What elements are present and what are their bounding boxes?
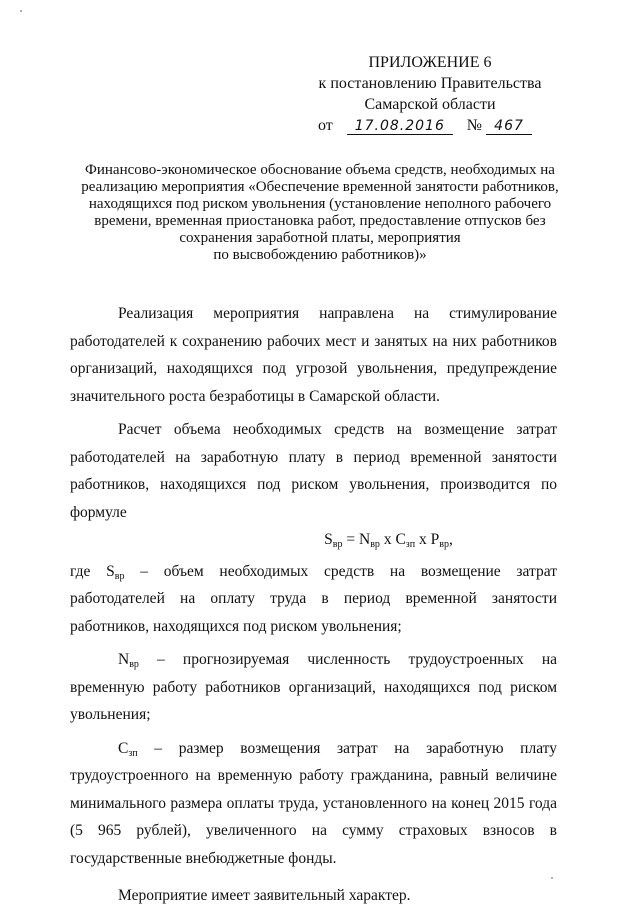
appendix-header	[300, 52, 560, 136]
date-number-line	[318, 115, 560, 136]
handwritten-number: 467	[486, 118, 532, 135]
document-title	[70, 162, 570, 264]
scan-speck	[20, 10, 22, 12]
appendix-title: ПРИЛОЖЕНИЕ 6	[368, 54, 492, 71]
paragraph-calculation: Расчет объема необходимых средств на возмещение затрат работодателей на заработную плату в период временной занятости работников, находящихся под риском увольнения, производится по формуле	[70, 421, 557, 521]
title-line: времени, временная приостановка работ, предоставление отпусков без	[94, 213, 546, 229]
number-label: №	[466, 117, 483, 134]
document-body	[70, 300, 557, 910]
definition-s: где $S_{вр}$ – объем необходимых средств на возмещение затрат работодателей на оплату труда в период временной занятости работников, находящихся под риском увольнения;	[70, 562, 557, 635]
paragraph-application: Мероприятие имеет заявительный характер.	[118, 887, 411, 904]
formula: $S_{вр} = N_{вр}$ х $С_{зп}$ х $Р_{вр}$,	[324, 531, 453, 550]
from-label: от	[318, 117, 333, 134]
title-line: Финансово-экономическое обоснование объема средств, необходимых на	[85, 162, 555, 178]
scan-speck	[551, 877, 553, 879]
definition-n: $N_{вр}$ – прогнозируемая численность трудоустроенных на временную работу работников организаций, находящихся под риском увольнения;	[70, 651, 557, 723]
title-line: реализацию мероприятия «Обеспечение временной занятости работников,	[81, 179, 559, 195]
handwritten-date: 17.08.2016	[347, 118, 453, 135]
definition-c: $С_{зп}$ – размер возмещения затрат на заработную плату трудоустроенного на временную работу гражданина, равный величине минимального размера оплаты труда, установленного на конец 2015 года (5 965 рублей), увеличенного на сумму страховых взносов в государственные внебюджетные фонды.	[70, 739, 557, 867]
title-line: сохранения заработной платы, мероприятия	[179, 230, 461, 246]
resolution-reference: к постановлению Правительства	[318, 75, 542, 92]
title-line: находящихся под риском увольнения (установление неполного рабочего	[88, 196, 552, 212]
paragraph-purpose: Реализация мероприятия направлена на стимулирование работодателей к сохранению рабочих мест и занятых на них работников организаций, находящихся под угрозой увольнения, предупреждение значительного роста безработицы в Самарской области.	[70, 305, 557, 405]
region-name: Самарской области	[364, 96, 496, 113]
title-line: по высвобождению работников)»	[213, 247, 427, 263]
